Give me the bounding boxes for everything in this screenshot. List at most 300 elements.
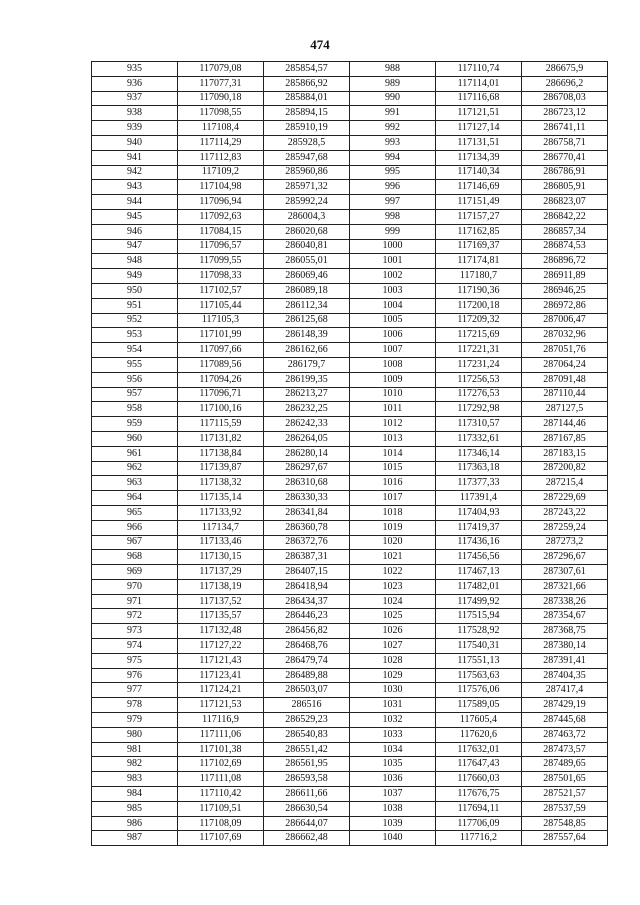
y-coordinate-cell: 287032,96 bbox=[522, 328, 608, 343]
point-number-cell: 972 bbox=[92, 609, 178, 624]
x-coordinate-cell: 117127,14 bbox=[436, 121, 522, 136]
point-number-cell: 991 bbox=[350, 106, 436, 121]
table-row bbox=[92, 787, 608, 802]
y-coordinate-cell: 287110,44 bbox=[522, 387, 608, 402]
point-number-cell: 1023 bbox=[350, 579, 436, 594]
x-coordinate-cell: 117131,51 bbox=[436, 135, 522, 150]
table-row bbox=[92, 801, 608, 816]
y-coordinate-cell: 287445,68 bbox=[522, 713, 608, 728]
x-coordinate-cell: 117127,22 bbox=[178, 639, 264, 654]
x-coordinate-cell: 117134,7 bbox=[178, 520, 264, 535]
x-coordinate-cell: 117140,34 bbox=[436, 165, 522, 180]
y-coordinate-cell: 287229,69 bbox=[522, 491, 608, 506]
x-coordinate-cell: 117391,4 bbox=[436, 491, 522, 506]
x-coordinate-cell: 117134,39 bbox=[436, 150, 522, 165]
point-number-cell: 942 bbox=[92, 165, 178, 180]
x-coordinate-cell: 117115,59 bbox=[178, 417, 264, 432]
table-row bbox=[92, 431, 608, 446]
x-coordinate-cell: 117130,15 bbox=[178, 550, 264, 565]
table-row bbox=[92, 594, 608, 609]
y-coordinate-cell: 285910,19 bbox=[264, 121, 350, 136]
table-row bbox=[92, 505, 608, 520]
y-coordinate-cell: 285884,01 bbox=[264, 91, 350, 106]
point-number-cell: 987 bbox=[92, 831, 178, 846]
table-row bbox=[92, 535, 608, 550]
x-coordinate-cell: 117109,51 bbox=[178, 801, 264, 816]
table-row bbox=[92, 372, 608, 387]
x-coordinate-cell: 117676,75 bbox=[436, 787, 522, 802]
x-coordinate-cell: 117114,01 bbox=[436, 76, 522, 91]
table-row bbox=[92, 683, 608, 698]
point-number-cell: 989 bbox=[350, 76, 436, 91]
x-coordinate-cell: 117102,69 bbox=[178, 757, 264, 772]
y-coordinate-cell: 287183,15 bbox=[522, 446, 608, 461]
table-row bbox=[92, 106, 608, 121]
y-coordinate-cell: 287200,82 bbox=[522, 461, 608, 476]
point-number-cell: 957 bbox=[92, 387, 178, 402]
y-coordinate-cell: 285894,15 bbox=[264, 106, 350, 121]
x-coordinate-cell: 117084,15 bbox=[178, 224, 264, 239]
table-row bbox=[92, 91, 608, 106]
point-number-cell: 1015 bbox=[350, 461, 436, 476]
x-coordinate-cell: 117102,57 bbox=[178, 283, 264, 298]
x-coordinate-cell: 117110,74 bbox=[436, 62, 522, 77]
y-coordinate-cell: 286662,48 bbox=[264, 831, 350, 846]
y-coordinate-cell: 287064,24 bbox=[522, 357, 608, 372]
point-number-cell: 1002 bbox=[350, 269, 436, 284]
y-coordinate-cell: 286199,35 bbox=[264, 372, 350, 387]
point-number-cell: 1039 bbox=[350, 816, 436, 831]
page-number: 474 bbox=[310, 37, 330, 52]
point-number-cell: 955 bbox=[92, 357, 178, 372]
y-coordinate-cell: 286786,91 bbox=[522, 165, 608, 180]
point-number-cell: 999 bbox=[350, 224, 436, 239]
point-number-cell: 969 bbox=[92, 565, 178, 580]
x-coordinate-cell: 117200,18 bbox=[436, 298, 522, 313]
x-coordinate-cell: 117123,41 bbox=[178, 668, 264, 683]
point-number-cell: 967 bbox=[92, 535, 178, 550]
x-coordinate-cell: 117121,43 bbox=[178, 653, 264, 668]
x-coordinate-cell: 117133,46 bbox=[178, 535, 264, 550]
y-coordinate-cell: 285947,68 bbox=[264, 150, 350, 165]
point-number-cell: 988 bbox=[350, 62, 436, 77]
point-number-cell: 960 bbox=[92, 431, 178, 446]
table-row bbox=[92, 343, 608, 358]
point-number-cell: 952 bbox=[92, 313, 178, 328]
y-coordinate-cell: 287127,5 bbox=[522, 402, 608, 417]
y-coordinate-cell: 286489,88 bbox=[264, 668, 350, 683]
table-row bbox=[92, 668, 608, 683]
x-coordinate-cell: 117162,85 bbox=[436, 224, 522, 239]
table-row bbox=[92, 224, 608, 239]
y-coordinate-cell: 287368,75 bbox=[522, 624, 608, 639]
point-number-cell: 947 bbox=[92, 239, 178, 254]
point-number-cell: 1016 bbox=[350, 476, 436, 491]
x-coordinate-cell: 117151,49 bbox=[436, 195, 522, 210]
y-coordinate-cell: 287391,41 bbox=[522, 653, 608, 668]
y-coordinate-cell: 286242,33 bbox=[264, 417, 350, 432]
y-coordinate-cell: 286503,07 bbox=[264, 683, 350, 698]
y-coordinate-cell: 286593,58 bbox=[264, 772, 350, 787]
x-coordinate-cell: 117157,27 bbox=[436, 209, 522, 224]
y-coordinate-cell: 286468,76 bbox=[264, 639, 350, 654]
point-number-cell: 936 bbox=[92, 76, 178, 91]
y-coordinate-cell: 287537,59 bbox=[522, 801, 608, 816]
table-row bbox=[92, 639, 608, 654]
x-coordinate-cell: 117419,37 bbox=[436, 520, 522, 535]
x-coordinate-cell: 117121,51 bbox=[436, 106, 522, 121]
y-coordinate-cell: 286310,68 bbox=[264, 476, 350, 491]
y-coordinate-cell: 286516 bbox=[264, 698, 350, 713]
point-number-cell: 994 bbox=[350, 150, 436, 165]
y-coordinate-cell: 287557,64 bbox=[522, 831, 608, 846]
point-number-cell: 1028 bbox=[350, 653, 436, 668]
y-coordinate-cell: 286020,68 bbox=[264, 224, 350, 239]
x-coordinate-cell: 117135,14 bbox=[178, 491, 264, 506]
y-coordinate-cell: 286529,23 bbox=[264, 713, 350, 728]
x-coordinate-cell: 117124,21 bbox=[178, 683, 264, 698]
point-number-cell: 973 bbox=[92, 624, 178, 639]
table-row bbox=[92, 76, 608, 91]
y-coordinate-cell: 286004,3 bbox=[264, 209, 350, 224]
x-coordinate-cell: 117632,01 bbox=[436, 742, 522, 757]
x-coordinate-cell: 117112,83 bbox=[178, 150, 264, 165]
table-row bbox=[92, 402, 608, 417]
point-number-cell: 965 bbox=[92, 505, 178, 520]
x-coordinate-cell: 117146,69 bbox=[436, 180, 522, 195]
point-number-cell: 976 bbox=[92, 668, 178, 683]
x-coordinate-cell: 117139,87 bbox=[178, 461, 264, 476]
x-coordinate-cell: 117116,68 bbox=[436, 91, 522, 106]
point-number-cell: 1020 bbox=[350, 535, 436, 550]
y-coordinate-cell: 286540,83 bbox=[264, 727, 350, 742]
point-number-cell: 1029 bbox=[350, 668, 436, 683]
x-coordinate-cell: 117111,08 bbox=[178, 772, 264, 787]
x-coordinate-cell: 117096,71 bbox=[178, 387, 264, 402]
x-coordinate-cell: 117589,05 bbox=[436, 698, 522, 713]
y-coordinate-cell: 286446,23 bbox=[264, 609, 350, 624]
table-row bbox=[92, 298, 608, 313]
table-row bbox=[92, 180, 608, 195]
x-coordinate-cell: 117215,69 bbox=[436, 328, 522, 343]
point-number-cell: 1024 bbox=[350, 594, 436, 609]
x-coordinate-cell: 117190,36 bbox=[436, 283, 522, 298]
point-number-cell: 937 bbox=[92, 91, 178, 106]
point-number-cell: 956 bbox=[92, 372, 178, 387]
table-row bbox=[92, 387, 608, 402]
point-number-cell: 984 bbox=[92, 787, 178, 802]
point-number-cell: 1006 bbox=[350, 328, 436, 343]
y-coordinate-cell: 286479,74 bbox=[264, 653, 350, 668]
x-coordinate-cell: 117089,56 bbox=[178, 357, 264, 372]
point-number-cell: 1007 bbox=[350, 343, 436, 358]
x-coordinate-cell: 117180,7 bbox=[436, 269, 522, 284]
y-coordinate-cell: 286232,25 bbox=[264, 402, 350, 417]
table-row bbox=[92, 283, 608, 298]
point-number-cell: 1031 bbox=[350, 698, 436, 713]
point-number-cell: 951 bbox=[92, 298, 178, 313]
x-coordinate-cell: 117706,09 bbox=[436, 816, 522, 831]
point-number-cell: 998 bbox=[350, 209, 436, 224]
x-coordinate-cell: 117310,57 bbox=[436, 417, 522, 432]
point-number-cell: 1012 bbox=[350, 417, 436, 432]
x-coordinate-cell: 117576,06 bbox=[436, 683, 522, 698]
point-number-cell: 1008 bbox=[350, 357, 436, 372]
table-row bbox=[92, 520, 608, 535]
x-coordinate-cell: 117100,16 bbox=[178, 402, 264, 417]
point-number-cell: 1037 bbox=[350, 787, 436, 802]
y-coordinate-cell: 286069,46 bbox=[264, 269, 350, 284]
point-number-cell: 948 bbox=[92, 254, 178, 269]
point-number-cell: 1019 bbox=[350, 520, 436, 535]
y-coordinate-cell: 287463,72 bbox=[522, 727, 608, 742]
y-coordinate-cell: 287521,57 bbox=[522, 787, 608, 802]
y-coordinate-cell: 287307,61 bbox=[522, 565, 608, 580]
point-number-cell: 1030 bbox=[350, 683, 436, 698]
y-coordinate-cell: 286125,68 bbox=[264, 313, 350, 328]
y-coordinate-cell: 287091,48 bbox=[522, 372, 608, 387]
point-number-cell: 950 bbox=[92, 283, 178, 298]
y-coordinate-cell: 287243,22 bbox=[522, 505, 608, 520]
y-coordinate-cell: 287354,67 bbox=[522, 609, 608, 624]
x-coordinate-cell: 117108,4 bbox=[178, 121, 264, 136]
y-coordinate-cell: 286675,9 bbox=[522, 62, 608, 77]
y-coordinate-cell: 286874,53 bbox=[522, 239, 608, 254]
point-number-cell: 971 bbox=[92, 594, 178, 609]
y-coordinate-cell: 286630,54 bbox=[264, 801, 350, 816]
x-coordinate-cell: 117660,03 bbox=[436, 772, 522, 787]
y-coordinate-cell: 286972,86 bbox=[522, 298, 608, 313]
x-coordinate-cell: 117096,57 bbox=[178, 239, 264, 254]
x-coordinate-cell: 117101,38 bbox=[178, 742, 264, 757]
x-coordinate-cell: 117138,19 bbox=[178, 579, 264, 594]
y-coordinate-cell: 287404,35 bbox=[522, 668, 608, 683]
point-number-cell: 1040 bbox=[350, 831, 436, 846]
table-row bbox=[92, 831, 608, 846]
point-number-cell: 962 bbox=[92, 461, 178, 476]
y-coordinate-cell: 286112,34 bbox=[264, 298, 350, 313]
x-coordinate-cell: 117079,08 bbox=[178, 62, 264, 77]
y-coordinate-cell: 286264,05 bbox=[264, 431, 350, 446]
y-coordinate-cell: 286805,91 bbox=[522, 180, 608, 195]
point-number-cell: 980 bbox=[92, 727, 178, 742]
x-coordinate-cell: 117111,06 bbox=[178, 727, 264, 742]
x-coordinate-cell: 117647,43 bbox=[436, 757, 522, 772]
point-number-cell: 961 bbox=[92, 446, 178, 461]
point-number-cell: 992 bbox=[350, 121, 436, 136]
point-number-cell: 1010 bbox=[350, 387, 436, 402]
coordinates-table bbox=[91, 61, 608, 846]
y-coordinate-cell: 285971,32 bbox=[264, 180, 350, 195]
x-coordinate-cell: 117092,63 bbox=[178, 209, 264, 224]
y-coordinate-cell: 287489,65 bbox=[522, 757, 608, 772]
point-number-cell: 993 bbox=[350, 135, 436, 150]
x-coordinate-cell: 117098,55 bbox=[178, 106, 264, 121]
x-coordinate-cell: 117108,09 bbox=[178, 816, 264, 831]
table-row bbox=[92, 624, 608, 639]
point-number-cell: 1035 bbox=[350, 757, 436, 772]
y-coordinate-cell: 287380,14 bbox=[522, 639, 608, 654]
x-coordinate-cell: 117121,53 bbox=[178, 698, 264, 713]
x-coordinate-cell: 117135,57 bbox=[178, 609, 264, 624]
y-coordinate-cell: 286148,39 bbox=[264, 328, 350, 343]
x-coordinate-cell: 117116,9 bbox=[178, 713, 264, 728]
point-number-cell: 983 bbox=[92, 772, 178, 787]
y-coordinate-cell: 286372,76 bbox=[264, 535, 350, 550]
x-coordinate-cell: 117363,18 bbox=[436, 461, 522, 476]
x-coordinate-cell: 117104,98 bbox=[178, 180, 264, 195]
x-coordinate-cell: 117110,42 bbox=[178, 787, 264, 802]
x-coordinate-cell: 117137,29 bbox=[178, 565, 264, 580]
y-coordinate-cell: 287429,19 bbox=[522, 698, 608, 713]
point-number-cell: 1017 bbox=[350, 491, 436, 506]
y-coordinate-cell: 285960,86 bbox=[264, 165, 350, 180]
x-coordinate-cell: 117105,44 bbox=[178, 298, 264, 313]
coordinates-table-body bbox=[92, 62, 608, 846]
point-number-cell: 1021 bbox=[350, 550, 436, 565]
point-number-cell: 938 bbox=[92, 106, 178, 121]
x-coordinate-cell: 117169,37 bbox=[436, 239, 522, 254]
x-coordinate-cell: 117096,94 bbox=[178, 195, 264, 210]
x-coordinate-cell: 117114,29 bbox=[178, 135, 264, 150]
table-row bbox=[92, 742, 608, 757]
point-number-cell: 963 bbox=[92, 476, 178, 491]
x-coordinate-cell: 117256,53 bbox=[436, 372, 522, 387]
x-coordinate-cell: 117694,11 bbox=[436, 801, 522, 816]
y-coordinate-cell: 286946,25 bbox=[522, 283, 608, 298]
x-coordinate-cell: 117605,4 bbox=[436, 713, 522, 728]
y-coordinate-cell: 286708,03 bbox=[522, 91, 608, 106]
y-coordinate-cell: 286297,67 bbox=[264, 461, 350, 476]
table-row bbox=[92, 357, 608, 372]
y-coordinate-cell: 286611,66 bbox=[264, 787, 350, 802]
y-coordinate-cell: 286162,66 bbox=[264, 343, 350, 358]
point-number-cell: 1025 bbox=[350, 609, 436, 624]
point-number-cell: 958 bbox=[92, 402, 178, 417]
point-number-cell: 943 bbox=[92, 180, 178, 195]
point-number-cell: 939 bbox=[92, 121, 178, 136]
y-coordinate-cell: 287051,76 bbox=[522, 343, 608, 358]
y-coordinate-cell: 287215,4 bbox=[522, 476, 608, 491]
table-row bbox=[92, 816, 608, 831]
table-row bbox=[92, 121, 608, 136]
x-coordinate-cell: 117137,52 bbox=[178, 594, 264, 609]
point-number-cell: 1013 bbox=[350, 431, 436, 446]
table-row bbox=[92, 313, 608, 328]
point-number-cell: 1027 bbox=[350, 639, 436, 654]
y-coordinate-cell: 286456,82 bbox=[264, 624, 350, 639]
x-coordinate-cell: 117097,66 bbox=[178, 343, 264, 358]
point-number-cell: 953 bbox=[92, 328, 178, 343]
table-row bbox=[92, 165, 608, 180]
table-row bbox=[92, 476, 608, 491]
point-number-cell: 981 bbox=[92, 742, 178, 757]
y-coordinate-cell: 287321,66 bbox=[522, 579, 608, 594]
table-row bbox=[92, 727, 608, 742]
x-coordinate-cell: 117456,56 bbox=[436, 550, 522, 565]
table-row bbox=[92, 150, 608, 165]
table-row bbox=[92, 135, 608, 150]
x-coordinate-cell: 117101,99 bbox=[178, 328, 264, 343]
x-coordinate-cell: 117276,53 bbox=[436, 387, 522, 402]
y-coordinate-cell: 286723,12 bbox=[522, 106, 608, 121]
x-coordinate-cell: 117436,16 bbox=[436, 535, 522, 550]
point-number-cell: 974 bbox=[92, 639, 178, 654]
point-number-cell: 1033 bbox=[350, 727, 436, 742]
point-number-cell: 949 bbox=[92, 269, 178, 284]
point-number-cell: 944 bbox=[92, 195, 178, 210]
y-coordinate-cell: 287273,2 bbox=[522, 535, 608, 550]
point-number-cell: 1005 bbox=[350, 313, 436, 328]
table-row bbox=[92, 254, 608, 269]
x-coordinate-cell: 117132,48 bbox=[178, 624, 264, 639]
table-row bbox=[92, 491, 608, 506]
point-number-cell: 1032 bbox=[350, 713, 436, 728]
x-coordinate-cell: 117467,13 bbox=[436, 565, 522, 580]
point-number-cell: 975 bbox=[92, 653, 178, 668]
x-coordinate-cell: 117292,98 bbox=[436, 402, 522, 417]
y-coordinate-cell: 286696,2 bbox=[522, 76, 608, 91]
point-number-cell: 959 bbox=[92, 417, 178, 432]
x-coordinate-cell: 117131,82 bbox=[178, 431, 264, 446]
y-coordinate-cell: 286644,07 bbox=[264, 816, 350, 831]
point-number-cell: 986 bbox=[92, 816, 178, 831]
table-row bbox=[92, 757, 608, 772]
point-number-cell: 1011 bbox=[350, 402, 436, 417]
point-number-cell: 941 bbox=[92, 150, 178, 165]
x-coordinate-cell: 117094,26 bbox=[178, 372, 264, 387]
y-coordinate-cell: 286561,95 bbox=[264, 757, 350, 772]
x-coordinate-cell: 117099,55 bbox=[178, 254, 264, 269]
x-coordinate-cell: 117404,93 bbox=[436, 505, 522, 520]
x-coordinate-cell: 117540,31 bbox=[436, 639, 522, 654]
y-coordinate-cell: 286055,01 bbox=[264, 254, 350, 269]
point-number-cell: 945 bbox=[92, 209, 178, 224]
table-row bbox=[92, 772, 608, 787]
point-number-cell: 996 bbox=[350, 180, 436, 195]
point-number-cell: 995 bbox=[350, 165, 436, 180]
y-coordinate-cell: 286213,27 bbox=[264, 387, 350, 402]
point-number-cell: 940 bbox=[92, 135, 178, 150]
x-coordinate-cell: 117098,33 bbox=[178, 269, 264, 284]
point-number-cell: 1003 bbox=[350, 283, 436, 298]
x-coordinate-cell: 117551,13 bbox=[436, 653, 522, 668]
x-coordinate-cell: 117482,01 bbox=[436, 579, 522, 594]
x-coordinate-cell: 117563,63 bbox=[436, 668, 522, 683]
point-number-cell: 985 bbox=[92, 801, 178, 816]
point-number-cell: 970 bbox=[92, 579, 178, 594]
y-coordinate-cell: 286387,31 bbox=[264, 550, 350, 565]
point-number-cell: 978 bbox=[92, 698, 178, 713]
x-coordinate-cell: 117620,6 bbox=[436, 727, 522, 742]
point-number-cell: 935 bbox=[92, 62, 178, 77]
x-coordinate-cell: 117377,33 bbox=[436, 476, 522, 491]
table-row bbox=[92, 713, 608, 728]
point-number-cell: 946 bbox=[92, 224, 178, 239]
point-number-cell: 982 bbox=[92, 757, 178, 772]
point-number-cell: 1018 bbox=[350, 505, 436, 520]
point-number-cell: 954 bbox=[92, 343, 178, 358]
table-row bbox=[92, 209, 608, 224]
table-row bbox=[92, 239, 608, 254]
x-coordinate-cell: 117221,31 bbox=[436, 343, 522, 358]
x-coordinate-cell: 117138,84 bbox=[178, 446, 264, 461]
x-coordinate-cell: 117209,32 bbox=[436, 313, 522, 328]
y-coordinate-cell: 287473,57 bbox=[522, 742, 608, 757]
y-coordinate-cell: 286758,71 bbox=[522, 135, 608, 150]
point-number-cell: 977 bbox=[92, 683, 178, 698]
y-coordinate-cell: 286179,7 bbox=[264, 357, 350, 372]
